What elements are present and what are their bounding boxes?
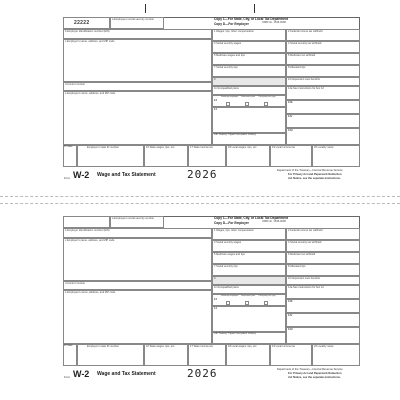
box-19-label: 19 Local income tax xyxy=(272,146,296,149)
box-1-label: 1 Wages, tips, other compensation xyxy=(214,30,254,33)
void-code-box xyxy=(63,216,110,228)
box-6-label: 6 Medicare tax withheld xyxy=(288,54,316,57)
box-13-thirdparty-label: Third-party sick pay xyxy=(258,96,276,98)
box-15b-label: Employer's state ID number xyxy=(87,345,119,348)
box-9-blank xyxy=(212,276,286,285)
box-14-other[interactable] xyxy=(212,306,286,332)
box-3-label: 3 Social security wages xyxy=(214,42,242,45)
box-d-label: d Control number xyxy=(65,83,86,86)
box-14-label: 14 xyxy=(214,307,217,310)
retirement-plan-checkbox[interactable] xyxy=(245,102,249,106)
box-12b[interactable] xyxy=(286,299,360,313)
treasury-line-3: Act Notice, see the separate instructions. xyxy=(288,376,341,379)
box-12c[interactable] xyxy=(286,114,360,128)
box-e-label: e Employee's name, address, and ZIP code xyxy=(65,92,116,95)
box-14b-label: 14b Treasury Tipped Occupation Code(s) xyxy=(214,333,257,335)
perforation-line xyxy=(0,203,400,204)
box-8-label: 8 Allocated tips xyxy=(288,265,306,268)
box-12c[interactable] xyxy=(286,313,360,327)
third-party-sick-pay-checkbox[interactable] xyxy=(264,301,268,305)
box-a-label: a Employee's social security number xyxy=(112,18,155,21)
void-code: 22222 xyxy=(74,20,90,26)
form-word: Form xyxy=(64,177,71,180)
omb-number: OMB No. 1545-0008 xyxy=(262,21,286,24)
statutory-employee-checkbox[interactable] xyxy=(226,301,230,305)
omb-number: OMB No. 1545-0008 xyxy=(262,220,286,223)
box-19-label: 19 Local income tax xyxy=(272,345,296,348)
statutory-employee-checkbox[interactable] xyxy=(226,102,230,106)
box-12c-label: 12c xyxy=(288,314,293,317)
box-4-label: 4 Social security tax withheld xyxy=(288,241,322,244)
box-d-control-number[interactable] xyxy=(63,82,212,91)
box-20-label: 20 Locality name xyxy=(314,146,334,149)
box-5-label: 5 Medicare wages and tips xyxy=(214,253,245,256)
form-title: Wage and Tax Statement xyxy=(97,172,156,178)
box-b-label: b Employer identification number (EIN) xyxy=(65,30,110,33)
box-15-label: 15 State xyxy=(64,345,73,347)
retirement-plan-checkbox[interactable] xyxy=(245,301,249,305)
box-12d[interactable] xyxy=(286,327,360,344)
box-12b-label: 12b xyxy=(288,101,293,104)
box-d-label: d Control number xyxy=(65,282,86,285)
box-13-statutory-label: Statutory employee xyxy=(221,96,239,98)
box-2-label: 2 Federal income tax withheld xyxy=(288,229,323,232)
box-e-label: e Employee's name, address, and ZIP code xyxy=(65,291,116,294)
box-12a-label: 12a See instructions for box 12 xyxy=(288,286,324,289)
box-17-label: 17 State income tax xyxy=(190,345,213,348)
box-4-label: 4 Social security tax withheld xyxy=(288,42,322,45)
perforation-line xyxy=(0,196,400,197)
box-13-label: 13 xyxy=(214,298,217,301)
box-b-label: b Employer identification number (EIN) xyxy=(65,229,110,232)
box-14b-label: 14b Treasury Tipped Occupation Code(s) xyxy=(214,134,257,136)
box-13-retirement-label: Retirement plan xyxy=(241,295,256,297)
treasury-line-2: For Privacy Act and Paperwork Reduction xyxy=(288,173,342,176)
box-16-label: 16 State wages, tips, etc. xyxy=(146,146,175,149)
box-13-thirdparty-label: Third-party sick pay xyxy=(258,295,276,297)
box-9-label: 9 xyxy=(214,78,216,81)
box-11-label: 11 Nonqualified plans xyxy=(214,87,239,90)
tax-year: 2026 xyxy=(187,168,218,181)
box-12b[interactable] xyxy=(286,100,360,114)
treasury-line-1: Department of the Treasury—Internal Revenue Service xyxy=(277,169,343,172)
box-7-label: 7 Social security tips xyxy=(214,66,238,69)
third-party-sick-pay-checkbox[interactable] xyxy=(264,102,268,106)
box-12c-label: 12c xyxy=(288,115,293,118)
box-5-label: 5 Medicare wages and tips xyxy=(214,54,245,57)
treasury-line-3: Act Notice, see the separate instructions. xyxy=(288,177,341,180)
form-name: W-2 xyxy=(73,369,90,379)
box-c-label: c Employer's name, address, and ZIP code xyxy=(65,239,115,242)
box-e-employee-address[interactable] xyxy=(63,91,212,145)
box-8-label: 8 Allocated tips xyxy=(288,66,306,69)
box-12d[interactable] xyxy=(286,128,360,145)
box-c-label: c Employer's name, address, and ZIP code xyxy=(65,40,115,43)
copy-line-1: Copy 1—For State, City, or Local Tax Department xyxy=(214,17,289,21)
form-title: Wage and Tax Statement xyxy=(97,371,156,377)
box-12b-label: 12b xyxy=(288,300,293,303)
box-14-label: 14 xyxy=(214,108,217,111)
box-12a-label: 12a See instructions for box 12 xyxy=(288,87,324,90)
registration-mark-left xyxy=(145,4,146,13)
form-word: Form xyxy=(64,376,71,379)
copy-line-1: Copy 1—For State, City, or Local Tax Department xyxy=(214,216,289,220)
box-12d-label: 12d xyxy=(288,129,293,132)
box-7-label: 7 Social security tips xyxy=(214,265,238,268)
form-name: W-2 xyxy=(73,170,90,180)
box-9-blank xyxy=(212,77,286,86)
box-15-label: 15 State xyxy=(64,146,73,148)
box-13-retirement-label: Retirement plan xyxy=(241,96,256,98)
box-9-label: 9 xyxy=(214,277,216,280)
box-11-label: 11 Nonqualified plans xyxy=(214,286,239,289)
box-18-label: 18 Local wages, tips, etc. xyxy=(228,146,258,149)
box-c-employer-address[interactable] xyxy=(63,39,212,82)
box-10-label: 10 Dependent care benefits xyxy=(288,277,320,280)
box-20-label: 20 Locality name xyxy=(314,345,334,348)
box-c-employer-address[interactable] xyxy=(63,238,212,281)
copy-line-2: Copy D—For Employer xyxy=(214,221,249,225)
treasury-line-1: Department of the Treasury—Internal Revenue Service xyxy=(277,368,343,371)
box-3-label: 3 Social security wages xyxy=(214,241,242,244)
box-15b-label: Employer's state ID number xyxy=(87,146,119,149)
box-16-label: 16 State wages, tips, etc. xyxy=(146,345,175,348)
box-1-label: 1 Wages, tips, other compensation xyxy=(214,229,254,232)
box-12d-label: 12d xyxy=(288,328,293,331)
box-10-label: 10 Dependent care benefits xyxy=(288,78,320,81)
treasury-line-2: For Privacy Act and Paperwork Reduction xyxy=(288,372,342,375)
box-13-statutory-label: Statutory employee xyxy=(221,295,239,297)
box-e-employee-address[interactable] xyxy=(63,290,212,344)
copy-line-2: Copy D—For Employer xyxy=(214,22,249,26)
box-17-label: 17 State income tax xyxy=(190,146,213,149)
box-13-label: 13 xyxy=(214,99,217,102)
box-d-control-number[interactable] xyxy=(63,281,212,290)
box-a-label: a Employee's social security number xyxy=(112,217,155,220)
registration-mark-right xyxy=(254,4,255,13)
box-18-label: 18 Local wages, tips, etc. xyxy=(228,345,258,348)
tax-year: 2026 xyxy=(187,367,218,380)
box-14-other[interactable] xyxy=(212,107,286,133)
box-2-label: 2 Federal income tax withheld xyxy=(288,30,323,33)
box-6-label: 6 Medicare tax withheld xyxy=(288,253,316,256)
